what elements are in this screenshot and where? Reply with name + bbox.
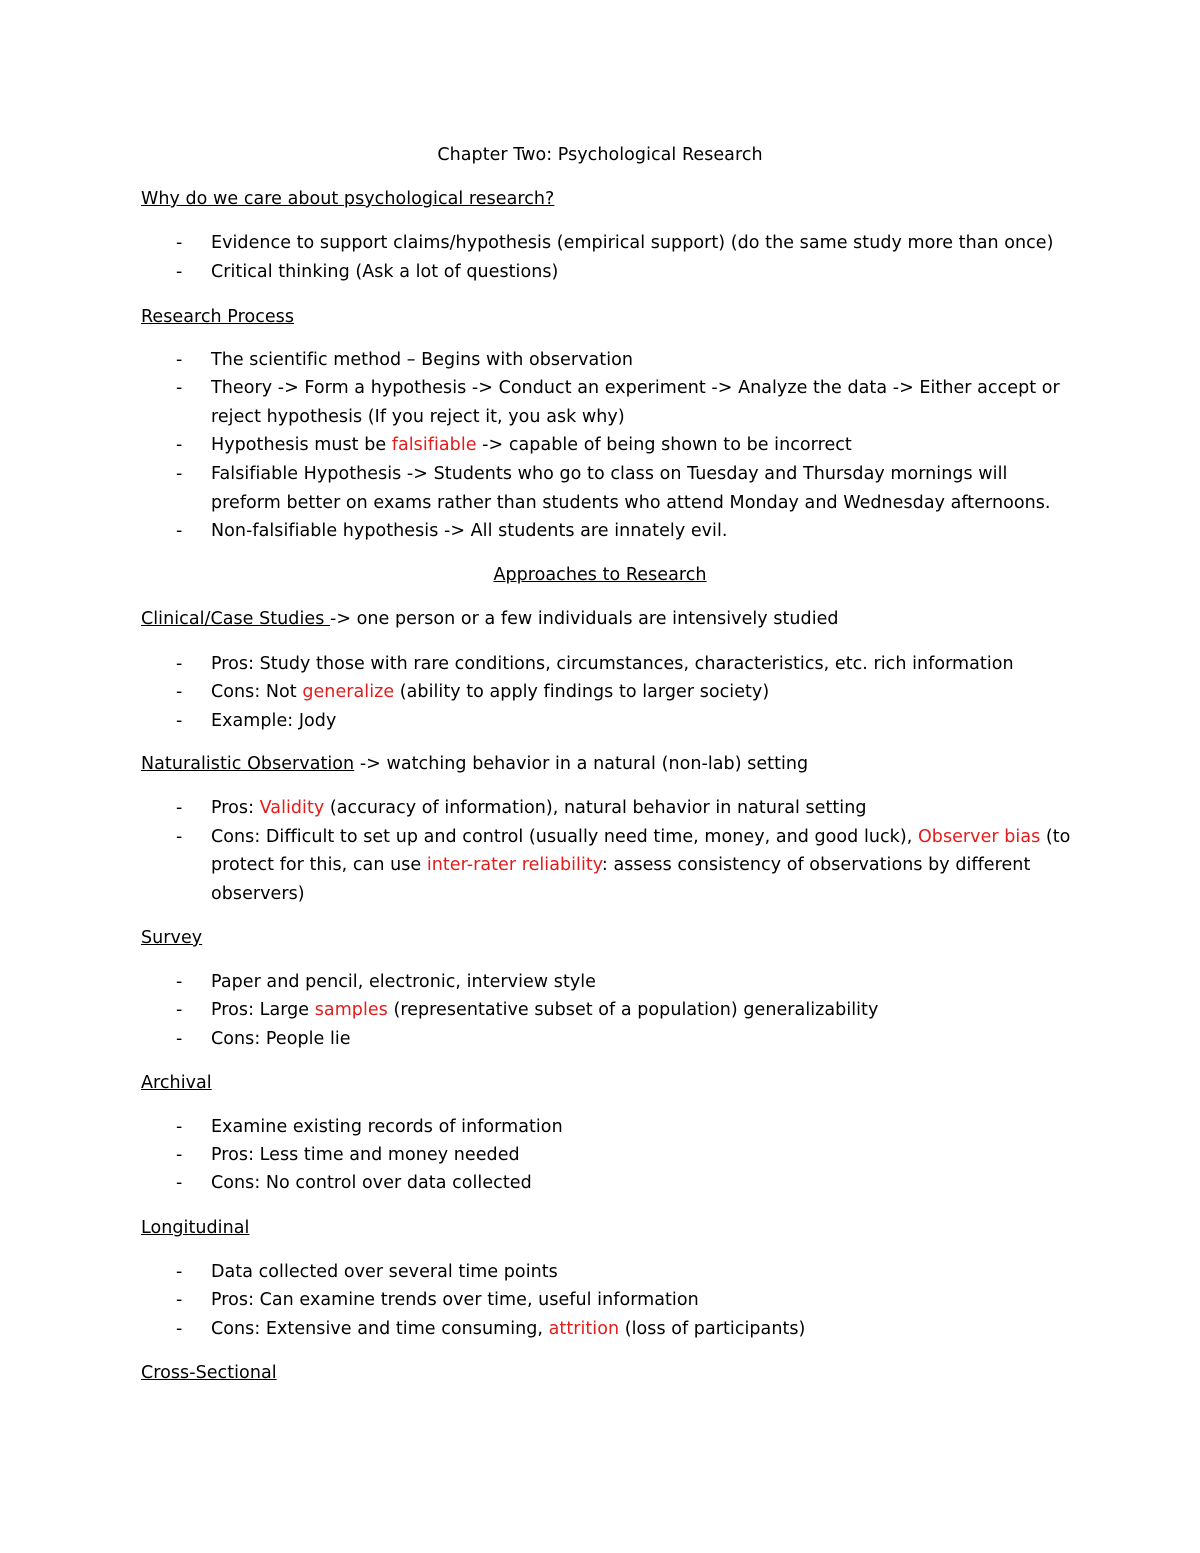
item-text: (representative subset of a population) generalizability (387, 1000, 879, 1020)
bullet-dash: - (176, 464, 183, 484)
list-item (211, 998, 878, 1022)
bullet-dash: - (176, 378, 183, 398)
subsection-description: -> one person or a few individuals are intensively studied (329, 609, 839, 629)
item-text: (loss of participants) (619, 1319, 806, 1339)
list-item: Example: Jody (211, 711, 337, 731)
key-term-samples: samples (314, 1000, 388, 1020)
bullet-dash: - (176, 1262, 183, 1282)
item-text: Pros: (211, 798, 260, 818)
bullet-dash: - (176, 682, 183, 702)
list-item: Pros: Study those with rare conditions, circumstances, characteristics, etc. rich information (211, 654, 1014, 674)
list-item (211, 1317, 805, 1341)
bullet-dash: - (176, 435, 183, 455)
list-item-continuation: observers) (211, 884, 305, 904)
item-text: (to (1040, 827, 1071, 847)
list-item: Non-falsifiable hypothesis -> All students are innately evil. (211, 521, 728, 541)
key-term-generalize: generalize (302, 682, 395, 702)
subsection-heading: Clinical/Case Studies (141, 609, 330, 629)
item-text: Cons: Difficult to set up and control (usually need time, money, and good luck), (211, 827, 918, 847)
subsection-clinical (141, 607, 839, 631)
list-item: Pros: Can examine trends over time, useful information (211, 1290, 699, 1310)
key-term-attrition: attrition (548, 1319, 620, 1339)
bullet-dash: - (176, 521, 183, 541)
list-item: The scientific method – Begins with observation (211, 350, 634, 370)
bullet-dash: - (176, 654, 183, 674)
bullet-dash: - (176, 1029, 183, 1049)
list-item: Data collected over several time points (211, 1262, 558, 1282)
item-text: : assess consistency of observations by different (601, 855, 1031, 875)
item-text: Pros: Large (211, 1000, 315, 1020)
bullet-dash: - (176, 1173, 183, 1193)
section-heading-why: Why do we care about psychological research? (141, 189, 555, 209)
bullet-dash: - (176, 1319, 183, 1339)
item-text: -> capable of being shown to be incorrect (476, 435, 852, 455)
list-item-continuation: preform better on exams rather than students who attend Monday and Wednesday afternoons. (211, 493, 1051, 513)
bullet-dash: - (176, 798, 183, 818)
item-text: Hypothesis must be (211, 435, 392, 455)
item-text: (ability to apply findings to larger society) (394, 682, 770, 702)
bullet-dash: - (176, 1000, 183, 1020)
list-item: Cons: No control over data collected (211, 1173, 532, 1193)
subsection-heading-longitudinal: Longitudinal (141, 1218, 250, 1238)
list-item (211, 680, 769, 704)
bullet-dash: - (176, 1117, 183, 1137)
list-item: Critical thinking (Ask a lot of questions) (211, 262, 559, 282)
bullet-dash: - (176, 972, 183, 992)
key-term-inter-rater-reliability: inter-rater reliability (426, 855, 602, 875)
list-item: Paper and pencil, electronic, interview style (211, 972, 596, 992)
item-text: protect for this, can use (211, 855, 427, 875)
item-text: (accuracy of information), natural behavior in natural setting (324, 798, 867, 818)
bullet-dash: - (176, 1145, 183, 1165)
key-term-validity: Validity (259, 798, 325, 818)
bullet-dash: - (176, 350, 183, 370)
list-item: Cons: People lie (211, 1029, 351, 1049)
bullet-dash: - (176, 233, 183, 253)
bullet-dash: - (176, 827, 183, 847)
page-title: Chapter Two: Psychological Research (437, 145, 763, 165)
list-item-continuation: reject hypothesis (If you reject it, you ask why) (211, 407, 625, 427)
bullet-dash: - (176, 711, 183, 731)
list-item (211, 433, 852, 457)
section-heading-approaches: Approaches to Research (493, 565, 707, 585)
list-item-continuation (211, 853, 1030, 877)
list-item: Evidence to support claims/hypothesis (empirical support) (do the same study more than once) (211, 233, 1054, 253)
subsection-naturalistic (141, 752, 808, 776)
subsection-heading-archival: Archival (141, 1073, 212, 1093)
item-text: Cons: Not (211, 682, 303, 702)
list-item (211, 796, 867, 820)
subsection-heading-cross-sectional: Cross-Sectional (141, 1363, 277, 1383)
item-text: Cons: Extensive and time consuming, (211, 1319, 549, 1339)
key-term-falsifiable: falsifiable (391, 435, 477, 455)
list-item: Pros: Less time and money needed (211, 1145, 520, 1165)
list-item: Theory -> Form a hypothesis -> Conduct an experiment -> Analyze the data -> Either accept or (211, 378, 1060, 398)
list-item: Falsifiable Hypothesis -> Students who go to class on Tuesday and Thursday mornings will (211, 464, 1008, 484)
bullet-dash: - (176, 1290, 183, 1310)
subsection-heading: Naturalistic Observation (141, 754, 355, 774)
list-item: Examine existing records of information (211, 1117, 563, 1137)
subsection-heading-survey: Survey (141, 928, 203, 948)
key-term-observer-bias: Observer bias (917, 827, 1041, 847)
bullet-dash: - (176, 262, 183, 282)
section-heading-research-process: Research Process (141, 307, 295, 327)
list-item (211, 825, 1070, 849)
subsection-description: -> watching behavior in a natural (non-lab) setting (354, 754, 809, 774)
